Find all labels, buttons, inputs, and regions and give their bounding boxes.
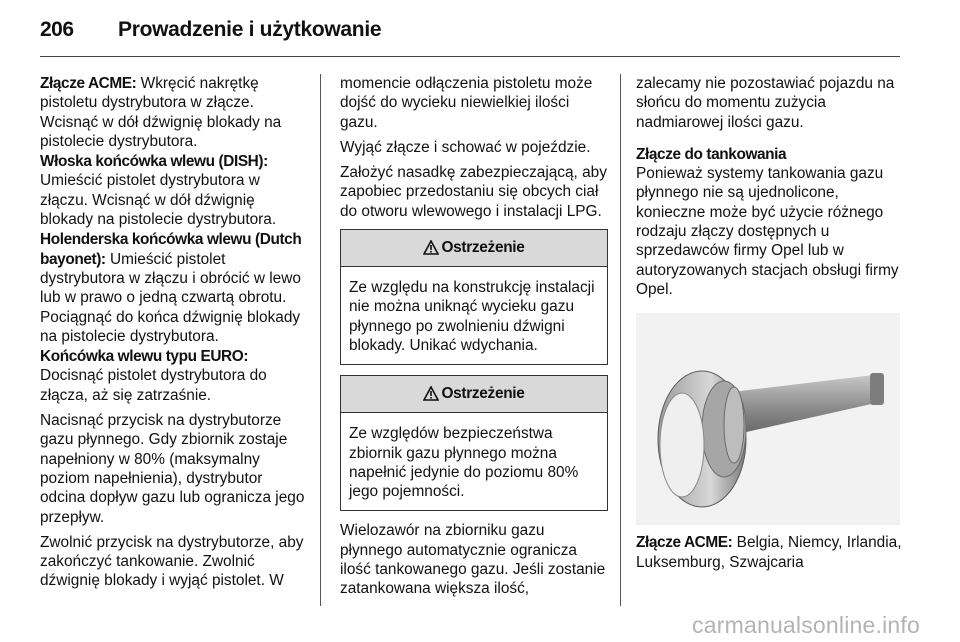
column-middle [340,74,608,605]
acme-text: Wkręcić nakrętkę pistoletu dystrybutora w złącze. Wcisnąć w dół dźwignię blokady na pistolecie dystrybutora. [40,75,282,150]
caption-label: Złącze ACME: [636,534,733,552]
dish-paragraph [40,152,308,229]
warning-header [341,376,607,413]
warning-box [340,375,608,511]
warning-header [341,230,607,267]
page-title: Prowadzenie i użytkowanie [118,18,382,41]
header-divider [40,56,900,57]
page-number: 206 [40,18,74,41]
image-caption [636,533,906,572]
multivalve-paragraph: Wielozawór na zbiorniku gazu płynnego automatycznie ogranicza ilość tankowanego gazu. Jeśli zostanie zatankowana większa ilość, [340,522,606,598]
connectors-paragraph: Ponieważ systemy tankowania gazu płynnego nie są ujednolicone, konieczne może być użycie różnego rodzaju złączy dostępnych u sprzedawców firmy Opel lub w autoryzowanych stacjach obsługi firmy Opel. [636,165,899,298]
column-divider [320,74,321,606]
watermark: carmanualsonline.info [692,612,920,638]
euro-text: Docisnąć pistolet dystrybutora do złącza, aż się zatrzaśnie. [40,367,267,404]
disconnect-paragraph: momencie odłączenia pistoletu może dojść do wycieku niewielkiej ilości gazu. [340,75,593,131]
bayonet-paragraph [40,230,308,346]
protective-cap-paragraph: Założyć nasadkę zabezpieczającą, aby zapobiec przedostaniu się obcych ciał do otworu wlewowego i instalacji LPG. [340,164,607,220]
column-divider [620,74,621,606]
section-heading: Złącze do tankowania [636,145,787,163]
page-header [40,12,920,50]
column-left [40,74,308,597]
dish-label: Włoska końcówka wlewu (DISH): [40,153,268,171]
remove-connector-paragraph: Wyjąć złącze i schować w pojeździe. [340,138,591,156]
acme-adapter-image [636,313,900,525]
warning-title: Ostrzeżenie [441,385,525,403]
warning-box [340,229,608,365]
euro-paragraph [40,347,308,405]
release-button-paragraph: Zwolnić przycisk na dystrybutorze, aby zakończyć tankowanie. Zwolnić dźwignię blokady i wyjąć pistolet. W [40,533,304,590]
acme-label: Złącze ACME: [40,75,137,92]
warning-text: Ze względu na konstrukcję instalacji nie można uniknąć wycieku gazu płynnego po zwolnieniu dźwigni blokady. Unikać wdychania. [349,279,595,354]
caption-text: Belgia, Niemcy, Irlandia, Luksemburg, Szwajcaria [636,534,902,571]
warning-triangle-icon [423,240,439,255]
bayonet-label: Holenderska końcówka wlewu (Dutch bayonet): [40,231,302,268]
column-right [636,74,906,578]
dish-text: Umieścić pistolet dystrybutora w złączu. Wcisnąć w dół dźwignię blokady na pistolecie dystrybutora. [40,172,277,229]
euro-label: Końcówka wlewu typu EURO: [40,348,249,366]
warning-text: Ze względów bezpieczeństwa zbiornik gazu płynnego można napełnić jedynie do poziomu 80% jego pojemności. [349,425,579,501]
bayonet-text: Umieścić pistolet dystrybutora w złączu i obrócić w lewo lub w prawo o jedną czwartą obrotu. Pociągnąć do końca dźwignię blokady na pistolecie dystrybutora. [40,250,301,345]
warning-title: Ostrzeżenie [441,239,525,257]
sunlight-paragraph: zalecamy nie pozostawiać pojazdu na słońcu do momentu zużycia nadmiarowej ilości gazu. [636,75,895,131]
acme-paragraph [40,74,308,151]
press-button-paragraph: Nacisnąć przycisk na dystrybutorze gazu płynnego. Gdy zbiornik zostaje napełniony w 80% (maksymalny poziom napełnienia), dystrybutor odcina dopływ gazu lub ogranicza jego przepływ. [40,412,305,526]
warning-triangle-icon [423,386,439,401]
